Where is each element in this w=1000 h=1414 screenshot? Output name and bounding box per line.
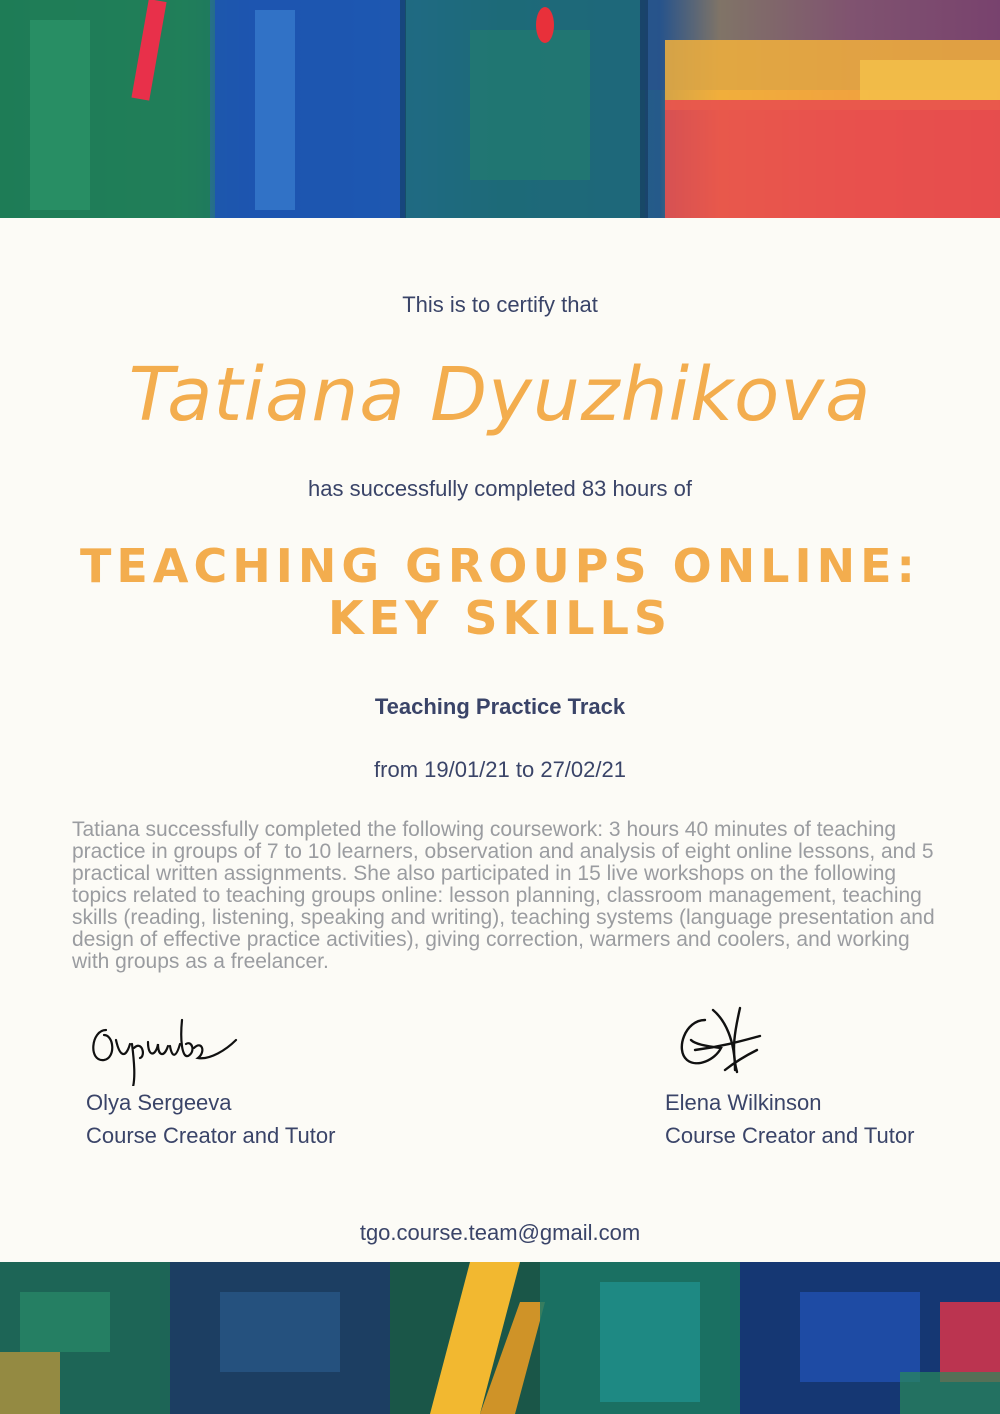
signatory-right — [665, 1000, 985, 1152]
bottom-painting-banner — [0, 1262, 1000, 1414]
certify-intro: This is to certify that — [402, 292, 598, 317]
completion-text: has successfully completed 83 hours of — [308, 476, 692, 501]
signatory-left — [86, 1000, 406, 1152]
signature-sergeeva — [86, 1000, 266, 1086]
signatory-role: Course Creator and Tutor — [665, 1123, 915, 1148]
top-painting-banner — [0, 0, 1000, 218]
abstract-painting-top — [0, 0, 1000, 218]
abstract-painting-bottom — [0, 1262, 1000, 1414]
signatory-name: Olya Sergeeva — [86, 1090, 232, 1115]
signatory-name: Elena Wilkinson — [665, 1090, 822, 1115]
signature-wilkinson — [665, 1000, 845, 1086]
course-dates: from 19/01/21 to 27/02/21 — [374, 757, 626, 782]
track-name: Teaching Practice Track — [374, 694, 626, 719]
course-title-line-2: KEY SKILLS — [327, 591, 673, 645]
coursework-description: Tatiana successfully completed the following coursework: 3 hours 40 minutes of teaching practice in groups of 7 to 10 learners, observation and analysis of eight online lessons, and 5 practical written assignments. She also participated in 15 live workshops on the following topics related to teaching groups online: lesson planning, classroom management, teaching skills (reading, listening, speaking and writing), teaching systems (language presentation and design of effective practice activities), giving correction, warmers and coolers, and working with groups as a freelancer. — [72, 818, 935, 973]
signatory-role: Course Creator and Tutor — [86, 1123, 336, 1148]
contact-email[interactable]: tgo.course.team@gmail.com — [359, 1220, 641, 1245]
recipient-name: Tatiana Dyuzhikova — [128, 352, 872, 438]
course-title-line-1: TEACHING GROUPS ONLINE: — [80, 539, 920, 593]
course-title — [0, 540, 1000, 644]
